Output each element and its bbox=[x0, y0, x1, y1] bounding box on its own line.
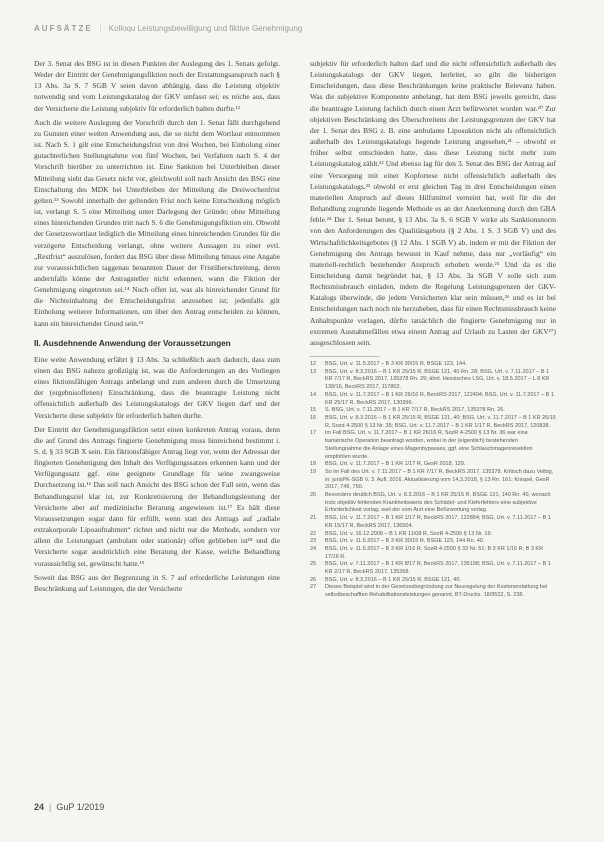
footnote-text: BSG, Urt. v. 7.11.2017 – B 1 KR 8/17 R, BeckRS 2017, 135198; BSG, Urt. v. 7.11.2017 – B 1 KR 2/17 R, BeckRS 2017, 135368. bbox=[325, 561, 551, 576]
footnote bbox=[310, 369, 556, 392]
journal-issue: GuP 1/2019 bbox=[56, 802, 105, 812]
footnote-number: 16 bbox=[310, 414, 317, 421]
footnote bbox=[310, 561, 556, 576]
running-header bbox=[34, 24, 574, 38]
footnote bbox=[310, 415, 556, 430]
page-footer bbox=[34, 802, 104, 814]
footnote-number: 14 bbox=[310, 391, 317, 398]
footnote-number: 27 bbox=[310, 584, 317, 591]
footnote bbox=[310, 546, 556, 561]
footnote bbox=[310, 469, 556, 492]
footnote-number: 13 bbox=[310, 368, 317, 375]
footnote-number: 24 bbox=[310, 545, 317, 552]
footnote-text: BSG, Urt. v. 11.5.2017 – B 3 KR 30/15 R, BSGE 123, 144. bbox=[325, 361, 467, 368]
right-column bbox=[310, 58, 556, 600]
section-heading: II. Ausdehnende Anwendung der Voraussetzungen bbox=[34, 338, 231, 348]
header-separator: | bbox=[99, 24, 102, 33]
footnote-text: So im Fall des Urt. v. 7.11.2017 – B 1 KR 7/17 R, BeckRS 2017, 135378. Kritisch dazu Velbig, in: jurisPK-SGB V, 3. Aufl. 2016, Aktualisierung vom 14.3.2018, § 13 Rn. 161; Knispel, GesR 2017, 749, 750. bbox=[325, 468, 554, 491]
footnote-number: 22 bbox=[310, 530, 317, 537]
footnote bbox=[310, 584, 556, 599]
paragraph: Der Eintritt der Genehmigungsfiktion setzt einen konkreten Antrag voraus, denn die auf Grund des Antrags fingierte Genehmigung muss hinreichend bestimmt i. S. d. § 33 SGB X sein. Ein fiktionsfähiger Antrag liegt vor, wenn der Adressat der fingierten Genehmigung den Inhalt des Verfügungssatzes erkennen kann und der Verfügungssatz ggf. eine geeignete Grundlage für seine zwangsweise Durchsetzung ist.¹⁶ Das soll nach Ansicht des BSG schon der Fall sein, wenn das Behandlungsziel klar ist, zur Konkretisierung der Behandlungsleistung der Versicherte aber auf medizinische Beratung angewiesen ist.¹⁷ Es hält diese Voraussetzungen sogar dann für erfüllt, wenn statt des Antrags auf „radiale extrakorporale Lipoaufnahmen“ richtet und nicht nur die Methode, sondern vor allem die Leistungsart (ambulant oder stationär) offen geblieben ist¹⁸ und die Versicherte sogar ausdrücklich eine Beratung der Kasse, welche Behandlung voraussichtlig sei, gewünscht hatte.¹⁹ bbox=[34, 424, 280, 568]
footnote-number: 23 bbox=[310, 538, 317, 545]
paragraph: Der 3. Senat des BSG ist in diesen Punkten der Auslegung des 1. Senats gefolgt. Weder der Eintritt der Genehmigungsfiktion noch der Erstattungsanspruch nach § 13 Abs. 3a S. 7 SGB V seien davon abhängig, dass die Leistung objektiv notwendig und vom Leistungskatalog der GKV umfasst sei; es reiche aus, dass der Versicherte die Leistung subjektiv für erforderlich halten durfte.¹² bbox=[34, 59, 280, 113]
footnote-text: BSG, Urt. v. 11.7.2017 – B 1 KR 1/17 R, GesR 2018, 129. bbox=[325, 461, 466, 468]
footnote-number: 21 bbox=[310, 515, 317, 522]
footnote-text: BSG, Urt. v. 8.3.2016 – B 1 KR 25/15 R, BSGE 121, 40; BSG, Urt. v. 11.7.2017 – B 1 KR 26/16 R, Sozd 4-2500 § 13 Nr. 35; BSG, Urt. v. 11.7.2017 – B 1 KR 1/17 R, BeckRS 2017, 120838. bbox=[325, 414, 556, 429]
page-number: 24 bbox=[34, 802, 45, 812]
footnote bbox=[310, 515, 556, 530]
footnote bbox=[310, 361, 556, 369]
footnote-number: 12 bbox=[310, 361, 317, 368]
left-column bbox=[34, 58, 280, 594]
paragraph: Eine weite Anwendung erfährt § 13 Abs. 3a schließlich auch dadurch, dass zum einen das BSG nahezu großzügig ist, was die Anforderungen an des Vorliegen eines fiktionsfähigen Antrags anbelangt und zum anderen durch die Umsetzung der (ergebnisoffenen) Einschränkung, dass die beantragte Leistung nicht offensichtlich außerhalb des Leistungskatalogs der GKV liegen darf und der Versicherte diese subjektiv für erforderlich halten durfte. bbox=[34, 354, 280, 420]
footnotes bbox=[310, 361, 556, 600]
footnote-number: 19 bbox=[310, 468, 317, 475]
footnote-text: BSG, Urt. v. 11.7.2017 – B 1 KR 26/16 R, BeckRS 2017, 122494; BSG, Urt. v. 11.7.2017 – B 1 KR 25/17 R, BeckRS 2017, 130996. bbox=[325, 391, 554, 406]
footnote-text: BSG, Urt. v. 11.5.2017 – B 3 KR 30/15 R, BSGE 123, 144 Rn. 40. bbox=[325, 538, 485, 545]
footnote-number: 18 bbox=[310, 461, 317, 468]
footnote bbox=[310, 577, 556, 585]
footnote-text: Im Fall BSG, Urt. v. 11.7.2017 – B 1 KR 26/16 R, SozR 4-2500 § 13 Nr. 36 war eine bariatrische Operation beantragt worden, wobei in der (eigentlich) bestehenden Stellungnahme die Anlage eines Magenbypasses, ggf. eine Schlauchmagenresektion empfohlen wurde. bbox=[325, 430, 533, 460]
footnote-text: BSG, Urt. v. 11.7.2017 – B 1 KR 1/17 R, BeckRS 2017, 122884; BSG, Urt. v. 7.11.2017 – B 1 KR 15/17 R, BeckRS 2017, 136504. bbox=[325, 515, 551, 529]
footnote-number: 17 bbox=[310, 430, 317, 437]
footnote bbox=[310, 461, 556, 469]
footnote-text: BSG, Urt. v. 16.12.2008 – B 1 KR 11/08 R, SozR 4-2500 § 13 Nr. 19. bbox=[325, 530, 493, 537]
footnote-text: Dieses Beispiel wird in der Gesetzesbegründung zur Neuregelung der Kostenerstattung bei selbstbeschafften Rehabilitationsleistungen genannt, BT-Drucks. 18/9522, S. 238. bbox=[325, 584, 548, 599]
footnote-number: 25 bbox=[310, 561, 317, 568]
header-section: AUFSÄTZE bbox=[34, 24, 93, 33]
footnote-divider bbox=[310, 356, 380, 357]
footnote-text: BSG, Urt. v. 8.3.2016 – B 1 KR 25/15 R, BSGE 121, 40 Rn. 28; BSG, Urt. v. 7.11.2017 – B 1 KR 7/17 R, BeckRS 2017, 135378 Rn. 29; ähnl. Hessisches LSG, Urt. v. 18.5.2017 – L 8 KR 138/16, BeckRS 2017, 117802. bbox=[325, 368, 550, 391]
footnote bbox=[310, 492, 556, 515]
footnote-text: S. BSG, Urt. v. 7.11.2017 – B 1 KR 7/17 R, BeckRS 2017, 135378 Rn. 26. bbox=[325, 407, 505, 414]
footnote-number: 20 bbox=[310, 492, 317, 499]
footnote-text: BSG, Urt. v. 8.3.2016 – B 1 KR 25/15 R, BSGE 121, 40. bbox=[325, 576, 461, 583]
footer-separator: | bbox=[49, 802, 52, 812]
paragraph: subjektiv für erforderlich halten darf und die nicht offensichtlich außerhalb des Leistungskatalogs der GKV liegen, herleitet, so gibt die bisherigen Entscheidungen, dass diese Beschränkungen keine praktische Relevanz haben. Was die subjektive Komponente anbelangt, hat dem BSG jeweils gereicht, dass die beantragte Leistung fachlich durch einen Arzt befürwortet worden war.²⁰ Zur objektiven Beschränkung des Überschreitens der Leistungsgrenzen der GKV hat der 1. Senat des BSG z. B. eine ambulante Liposuktion nicht als offensichtlich außerhalb des Leistungskatalogs liegende Leistung angesehen,²¹ – obwohl er früher selbst entschieden hatte, dass diese Leistung nicht mehr zum Leistungskatalog zählt.²² Und ebenso lag für den 3. Senat des BSG der Antrag auf eine Versorgung mit einer Kopfortese nicht offensichtlich außerhalb des Leistungskatalogs,²³ obwohl er erst gleichen Tag in drei Entscheidungen einen materiellen Anspruch auf dieses Hilfsmittel verneint hat, weil für die der Behandlung zugrunde liegende Methode es an der Anerkennung durch den GBA fehle.²⁴ Der 1. Senat betont, § 13 Abs. 3a S. 6 SGB V wirke als Sanktionsnorm von den Anforderungen des Qualitätsgebots (§ 2 Abs. 1 S. 3 SGB V) und des Wirtschaftlichkeitsgebotes (§ 12 Abs. 1 SGB V) ab, indem er mit der Fiktion der Genehmigung des Antrags bewusst in Kauf nehme, dass nur „vorläufig“ ein materiell-rechtlich bestehender Anspruch erhoben werde.²⁵ Und da es die Entscheidung damit begründet hat, § 13 Abs. 3a SGB V solle sich zum Rechtsmissbrauch einladen, indem die Regelung Leistungsgrenzen der GKV-Katalogs überwinde, die jedem Versicherten klar sein müssen,²⁶ und es ist bei Entscheidungen nach noch nie herzuheben, dass für einen Rechtsmissbrauch keine Anhaltspunkte vorlagen, dürfte tatsächlich die fingierte Genehmigung nur in extremen Ausnahmefällen etwa einem Antrag auf Urlaub zu Lasten der GKV²⁷) ausgeschlossen sein. bbox=[310, 59, 556, 347]
footnote-number: 26 bbox=[310, 576, 317, 583]
footnote-number: 15 bbox=[310, 407, 317, 414]
footnote bbox=[310, 531, 556, 539]
footnote bbox=[310, 430, 556, 461]
paragraph: Soweit das BSG aus der Begrenzung in S. 7 auf erforderliche Leistungen eine Beschränkung auf Leistungen, die der Versicherte bbox=[34, 572, 280, 593]
footnote bbox=[310, 392, 556, 407]
footnote bbox=[310, 538, 556, 546]
footnote bbox=[310, 407, 556, 415]
header-topic: Kolloqu Leistungsbewilligung und fiktive Genehmigung bbox=[108, 24, 303, 33]
footnote-text: Besonders deutlich BSG, Urt. v. 8.3.2016 – B 1 KR 25/15 R, BSGE 121, 140 Rn. 40, wonach trotz objektiv fehlenden Krankheitswerts des Schädel- und Kieferfehlers eine subjektive Erforderlichkeit vorlag, weil der vom Arzt eine Befürwortung vorlag. bbox=[325, 492, 551, 514]
paragraph: Auch die weitere Auslegung der Vorschrift durch den 1. Senat fällt durchgehend zu Gunsten einer weiten Anwendung aus, die so nicht dem Wortlaut entnommen ist. Nach S. 1 gilt eine Entscheidungsfrist von drei Wochen, bei Einholung einer gutachterlichen Stellungnahme von fünf Wochen, bei Verfahren nach S. 4 der Vorschrift hierüber zu unterrichten ist. Eine Sanktion bei Unterbleiben dieser Mitteilung sieht das Gesetz nicht vor, gleichwohl soll nach Ansicht des BSG eine Einschaltung des MDK bei Unterbleiben der Mitteilung die Dreiwochenfrist gelten.¹³ Sowohl innerhalb der geltenden Frist noch keine Entscheidung möglich ist, verlangt S. 5 eine Mitteilung unter Darlegung der Gründe; ohne Mitteilung eines hinreichenden Grundes tritt nach S. 6 die Genehmigungsfiktion ein. Obwohl der Gesetzeswortlaut lediglich die Mitteilung eines hinreichenden Grundes für die verzögerte Entscheidung verlangt, ohne weitere Aussagen zu einer evtl. „Restfrist“ auszulösen, fordert das BSG über diese Mitteilung hinaus eine Angabe zur voraussichtlichen taggenau benannten Dauer der Fristüberschreitung, deren andernfalls könne der Antragsteller nicht erkennen, wann die Fiktion der Genehmigung eingetreten sei.¹⁴ Noch offen ist, was als hinreichender Grund für die Nichteinhaltung der Entscheidungsfrist anzusehen ist; jedenfalls gilt Einholung weiterer Informationen, um über den Antrag entscheiden zu können, kann ein hinreichender Grund sein.¹⁵ bbox=[34, 117, 280, 328]
footnote-text: BSG, Urt. v. 11.5.2017 – B 3 KR 1/16 R, SozR 4-2500 § 33 Nr. 51; B 3 KR 1/16 R; B 3 KR 17/16 R. bbox=[325, 545, 544, 560]
